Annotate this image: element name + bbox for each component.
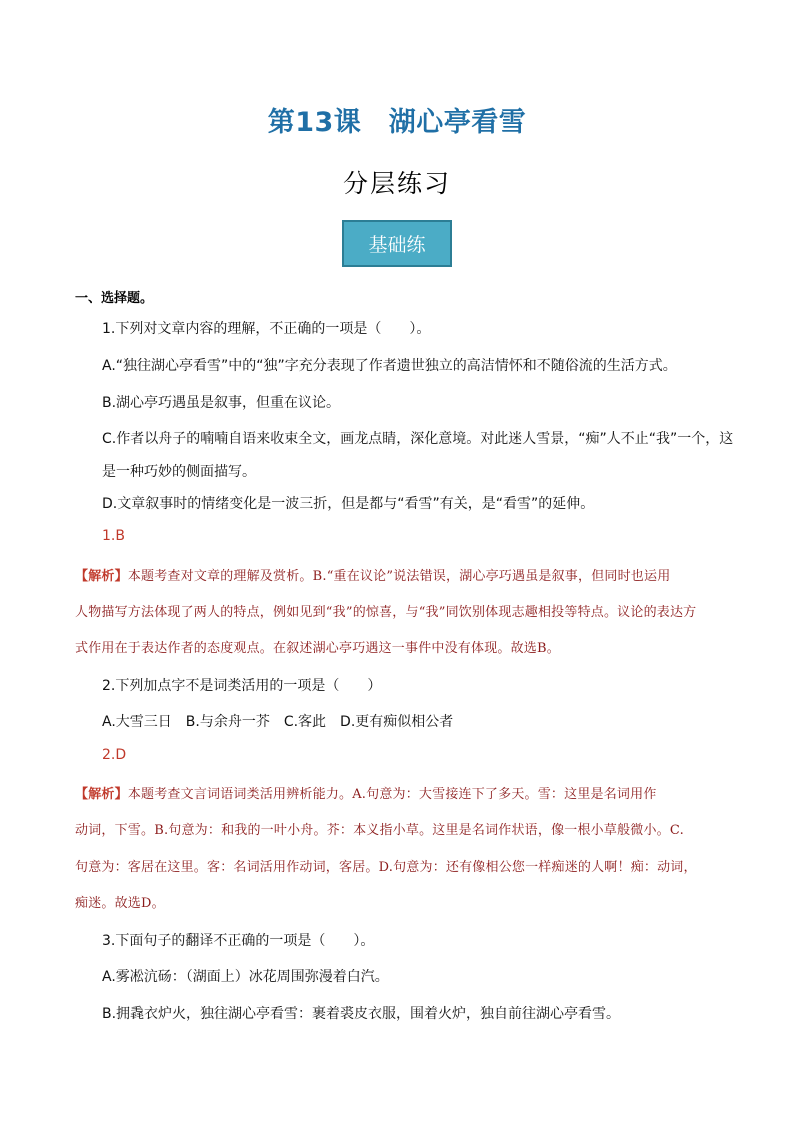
q2-explanation-tag: 【解析】 [75, 787, 128, 802]
q1-explanation-tag: 【解析】 [75, 569, 128, 584]
q1-option-c-line1: C.作者以舟子的喃喃自语来收束全文，画龙点睛，深化意境。对此迷人雪景，“痴”人不止“我”一个，这 [102, 431, 734, 447]
q2-explanation-line3: 句意为：客居在这里。客：名词活用作动词，客居。D.句意为：还有像相公您一样痴迷的人啊！痴：动词， [75, 860, 697, 875]
q1-option-c-line2: 是一种巧妙的侧面描写。 [102, 464, 256, 480]
section-heading: 一、选择题。 [75, 291, 154, 306]
q1-explanation-text1: 本题考查对文章的理解及赏析。B.“重在议论”说法错误，湖心亭巧遇虽是叙事，但同时也运用 [127, 569, 671, 584]
q1-option-a: A.“独往湖心亭看雪”中的“独”字充分表现了作者遗世独立的高洁情怀和不随俗流的生活方式。 [102, 358, 677, 374]
q1-explanation-line2: 人物描写方法体现了两人的特点，例如见到“我”的惊喜，与“我”同饮别体现志趣相投等特点。议论的表达方 [75, 605, 697, 620]
q2-stem: 2.下列加点字不是词类活用的一项是（ ） [102, 678, 382, 694]
q1-answer: 1.B [102, 528, 125, 544]
q2-explanation-line1 [75, 783, 735, 802]
q3-option-a: A.雾凇沆砀：（湖面上）冰花周围弥漫着白汽。 [102, 969, 389, 985]
q1-stem: 1.下列对文章内容的理解，不正确的一项是（ ）。 [102, 321, 431, 337]
q3-stem: 3.下面句子的翻译不正确的一项是（ ）。 [102, 933, 375, 949]
level-badge-label: 基础练 [368, 234, 426, 256]
q1-option-b: B.湖心亭巧遇虽是叙事，但重在议论。 [102, 395, 341, 411]
lesson-title: 第13课 湖心亭看雪 [267, 107, 527, 138]
q2-explanation-line2: 动词，下雪。B.句意为：和我的一叶小舟。芥：本义指小草。这里是名词作状语，像一根小草般微小。C. [75, 823, 684, 838]
q1-explanation-line1 [75, 565, 735, 584]
q2-explanation-text1: 本题考查文言词语词类活用辨析能力。A.句意为：大雪接连下了多天。雪：这里是名词用作 [127, 787, 657, 802]
lesson-subtitle: 分层练习 [342, 169, 451, 198]
q2-options: A.大雪三日 B.与余舟一芥 C.客此 D.更有痴似相公者 [102, 714, 454, 730]
q1-option-d: D.文章叙事时的情绪变化是一波三折，但是都与“看雪”有关，是“看雪”的延伸。 [102, 496, 595, 512]
level-badge [342, 220, 452, 267]
q3-option-b: B.拥毳衣炉火，独往湖心亭看雪：裹着裘皮衣服，围着火炉，独自前往湖心亭看雪。 [102, 1006, 621, 1022]
q2-explanation-line4: 痴迷。故选D。 [75, 896, 165, 911]
q1-explanation-line3: 式作用在于表达作者的态度观点。在叙述湖心亭巧遇这一事件中没有体现。故选B。 [75, 641, 560, 656]
q2-answer: 2.D [102, 747, 127, 763]
